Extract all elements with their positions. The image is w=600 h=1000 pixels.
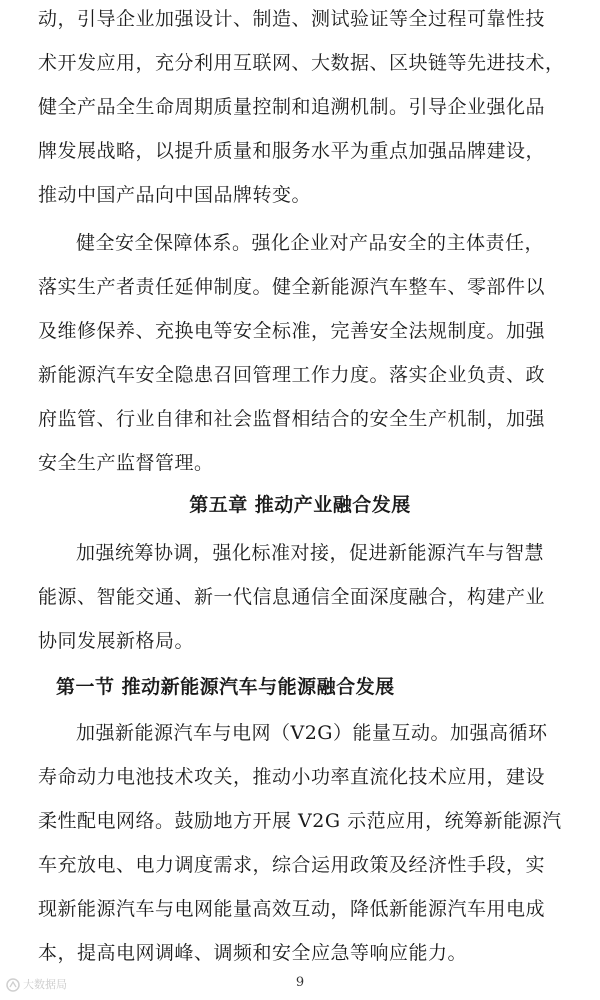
page-number: 9 — [295, 975, 305, 990]
paragraph-line: 协同发展新格局。 — [38, 630, 195, 652]
paragraph-line: 能源、智能交通、新一代信息通信全面深度融合，构建产业 — [38, 586, 546, 608]
paragraph-line: 安全生产监督管理。 — [38, 452, 214, 474]
paragraph-line: 加强新能源汽车与电网（V2G）能量互动。加强高循环 — [76, 722, 548, 744]
watermark-text: 大数据局 — [23, 978, 67, 991]
paragraph-line: 术开发应用，充分利用互联网、大数据、区块链等先进技术， — [38, 52, 565, 74]
section-heading: 第一节 推动新能源汽车与能源融合发展 — [56, 676, 395, 698]
paragraph-line: 牌发展战略，以提升质量和服务水平为重点加强品牌建设， — [38, 140, 546, 162]
paragraph-line: 寿命动力电池技术攻关，推动小功率直流化技术应用，建设 — [38, 766, 546, 788]
paragraph-line: 推动中国产品向中国品牌转变。 — [38, 184, 312, 206]
paragraph-line: 现新能源汽车与电网能量高效互动，降低新能源汽车用电成 — [38, 898, 546, 920]
paragraph-line: 落实生产者责任延伸制度。健全新能源汽车整车、零部件以 — [38, 276, 546, 298]
paragraph-line: 及维修保养、充换电等安全标准，完善安全法规制度。加强 — [38, 320, 546, 342]
paragraph-line: 健全产品全生命周期质量控制和追溯机制。引导企业强化品 — [38, 96, 546, 118]
paragraph-line: 健全安全保障体系。强化企业对产品安全的主体责任， — [76, 232, 545, 254]
paragraph-line: 新能源汽车安全隐患召回管理工作力度。落实企业负责、政 — [38, 364, 546, 386]
paragraph-line: 府监管、行业自律和社会监督相结合的安全生产机制，加强 — [38, 408, 546, 430]
paragraph-line: 本，提高电网调峰、调频和安全应急等响应能力。 — [38, 942, 468, 964]
chapter-heading: 第五章 推动产业融合发展 — [189, 494, 411, 516]
paragraph-line: 动，引导企业加强设计、制造、测试验证等全过程可靠性技 — [38, 8, 546, 30]
paragraph-line: 柔性配电网络。鼓励地方开展 V2G 示范应用，统筹新能源汽 — [38, 810, 562, 832]
paragraph-line: 加强统筹协调，强化标准对接，促进新能源汽车与智慧 — [76, 542, 545, 564]
paragraph-line: 车充放电、电力调度需求，综合运用政策及经济性手段，实 — [38, 854, 546, 876]
